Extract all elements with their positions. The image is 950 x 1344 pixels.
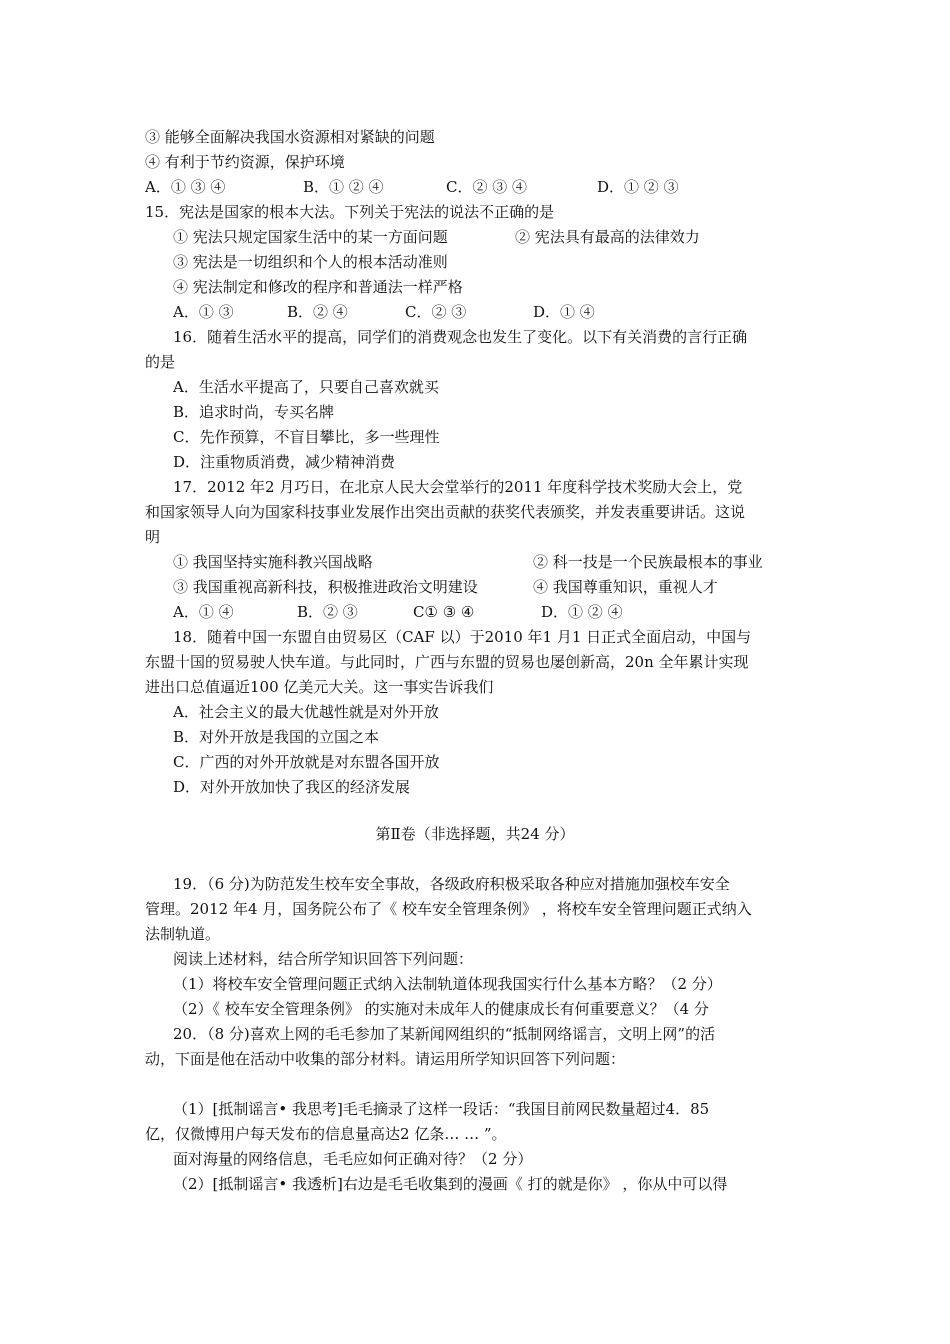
- q17-choice-a: A．① ④: [173, 603, 234, 621]
- q19-sub-question-2: （2）《 校车安全管理条例》 的实施对未成年人的健康成长有何重要意义？（4 分: [173, 1000, 709, 1018]
- q17-statement-3: ③ 我国重视高新科技，积极推进政治文明建设: [173, 578, 478, 596]
- q20-sub-2-line-1: （2）[抵制谣言• 我透析]右边是毛毛收集到的漫画《 打的就是你》 ，你从中可以得: [173, 1175, 728, 1193]
- q20-line-2: 动，下面是他在活动中收集的部分材料。请运用所学知识回答下列问题：: [145, 1050, 626, 1068]
- q14-statement-4: ④ 有利于节约资源，保护环境: [145, 153, 345, 171]
- q18-stem-line-3: 进出口总值逼近100 亿美元大关。这一事实告诉我们: [145, 678, 494, 696]
- q14-choice-b: B．① ② ④: [303, 178, 384, 196]
- q15-choice-c: C．② ③: [405, 303, 467, 321]
- q18-stem-line-1: 18．随着中国一东盟自由贸易区（CAF 以）于2010 年1 月1 日正式全面启动，中国与: [173, 628, 752, 646]
- q15-choice-d: D．① ④: [533, 303, 595, 321]
- q18-option-b: B．对外开放是我国的立国之本: [173, 728, 380, 746]
- q16-stem-line-1: 16．随着生活水平的提高，同学们的消费观念也发生了变化。以下有关消费的言行正确: [173, 328, 748, 346]
- q19-line-3: 法制轨道。: [145, 925, 221, 943]
- q16-stem-line-2: 的是: [145, 353, 176, 371]
- q14-statement-3: ③ 能够全面解决我国水资源相对紧缺的问题: [145, 128, 435, 146]
- q18-option-d: D．对外开放加快了我区的经济发展: [173, 778, 411, 796]
- q17-choice-d: D．① ② ④: [541, 603, 623, 621]
- q15-statement-1: ① 宪法只规定国家生活中的某一方面问题: [173, 228, 448, 246]
- q17-statement-1: ① 我国坚持实施科教兴国战略: [173, 553, 373, 571]
- q20-sub-1-line-2: 亿，仅微博用户每天发布的信息量高达2 亿条… … ”。: [145, 1125, 507, 1143]
- q16-option-d: D．注重物质消费，减少精神消费: [173, 453, 396, 471]
- q17-choice-b: B．② ③: [297, 603, 358, 621]
- q18-option-c: C．广西的对外开放就是对东盟各国开放: [173, 753, 440, 771]
- q20-line-1: 20．（8 分)喜欢上网的毛毛参加了某新闻网组织的“抵制网络谣言，文明上网”的活: [173, 1025, 716, 1043]
- part-2-title: 第Ⅱ卷（非选择题，共24 分）: [375, 825, 575, 843]
- q14-choice-c: C．② ③ ④: [446, 178, 528, 196]
- q19-line-2: 管理。2012 年4 月，国务院公布了《 校车安全管理条例》 ，将校车安全管理问题正式纳入: [145, 900, 752, 918]
- q17-stem-line-1: 17．2012 年2 月巧日，在北京人民大会堂举行的2011 年度科学技术奖励大会上，党: [173, 478, 743, 496]
- q19-line-4: 阅读上述材料，结合所学知识回答下列问题：: [173, 950, 474, 968]
- q20-sub-1-line-1: （1）[抵制谣言• 我思考]毛毛摘录了这样一段话：“我国目前网民数量超过4．85: [173, 1100, 710, 1118]
- q17-stem-line-3: 明: [145, 528, 161, 546]
- q19-sub-question-1: （1）将校车安全管理问题正式纳入法制轨道体现我国实行什么基本方略？（2 分）: [173, 975, 722, 993]
- q17-statement-2: ② 科一技是一个民族最根本的事业: [533, 553, 763, 571]
- q17-stem-line-2: 和国家领导人向为国家科技事业发展作出突出贡献的获奖代表颁奖，并发表重要讲话。这说: [145, 503, 746, 521]
- q15-choice-b: B．② ④: [287, 303, 348, 321]
- q14-choice-a: A．① ③ ④: [145, 178, 226, 196]
- q16-option-a: A．生活水平提高了，只要自己喜欢就买: [173, 378, 439, 396]
- q16-option-c: C．先作预算，不盲目攀比，多一些理性: [173, 428, 440, 446]
- q20-sub-1-line-3: 面对海量的网络信息，毛毛应如何正确对待？（2 分）: [173, 1150, 533, 1168]
- q15-statement-2: ② 宪法具有最高的法律效力: [515, 228, 700, 246]
- q15-statement-3: ③ 宪法是一切组织和个人的根本活动准则: [173, 253, 448, 271]
- q15-choice-a: A．① ③: [173, 303, 234, 321]
- q15-statement-4: ④ 宪法制定和修改的程序和普通法一样严格: [173, 278, 463, 296]
- q16-option-b: B．追求时尚，专买名牌: [173, 403, 335, 421]
- q15-stem: 15．宪法是国家的根本大法。下列关于宪法的说法不正确的是: [145, 203, 555, 221]
- q17-statement-4: ④ 我国尊重知识，重视人才: [533, 578, 718, 596]
- q18-stem-line-2: 东盟十国的贸易驶人快车道。与此同时，广西与东盟的贸易也屡创新高，20n 全年累计实现: [145, 653, 749, 671]
- q19-line-1: 19．（6 分)为防范发生校车安全事故，各级政府积极采取各种应对措施加强校车安全: [173, 875, 730, 893]
- q18-option-a: A．社会主义的最大优越性就是对外开放: [173, 703, 439, 721]
- q14-choice-d: D．① ② ③: [597, 178, 679, 196]
- q17-choice-c: C① ③ ④: [413, 603, 475, 621]
